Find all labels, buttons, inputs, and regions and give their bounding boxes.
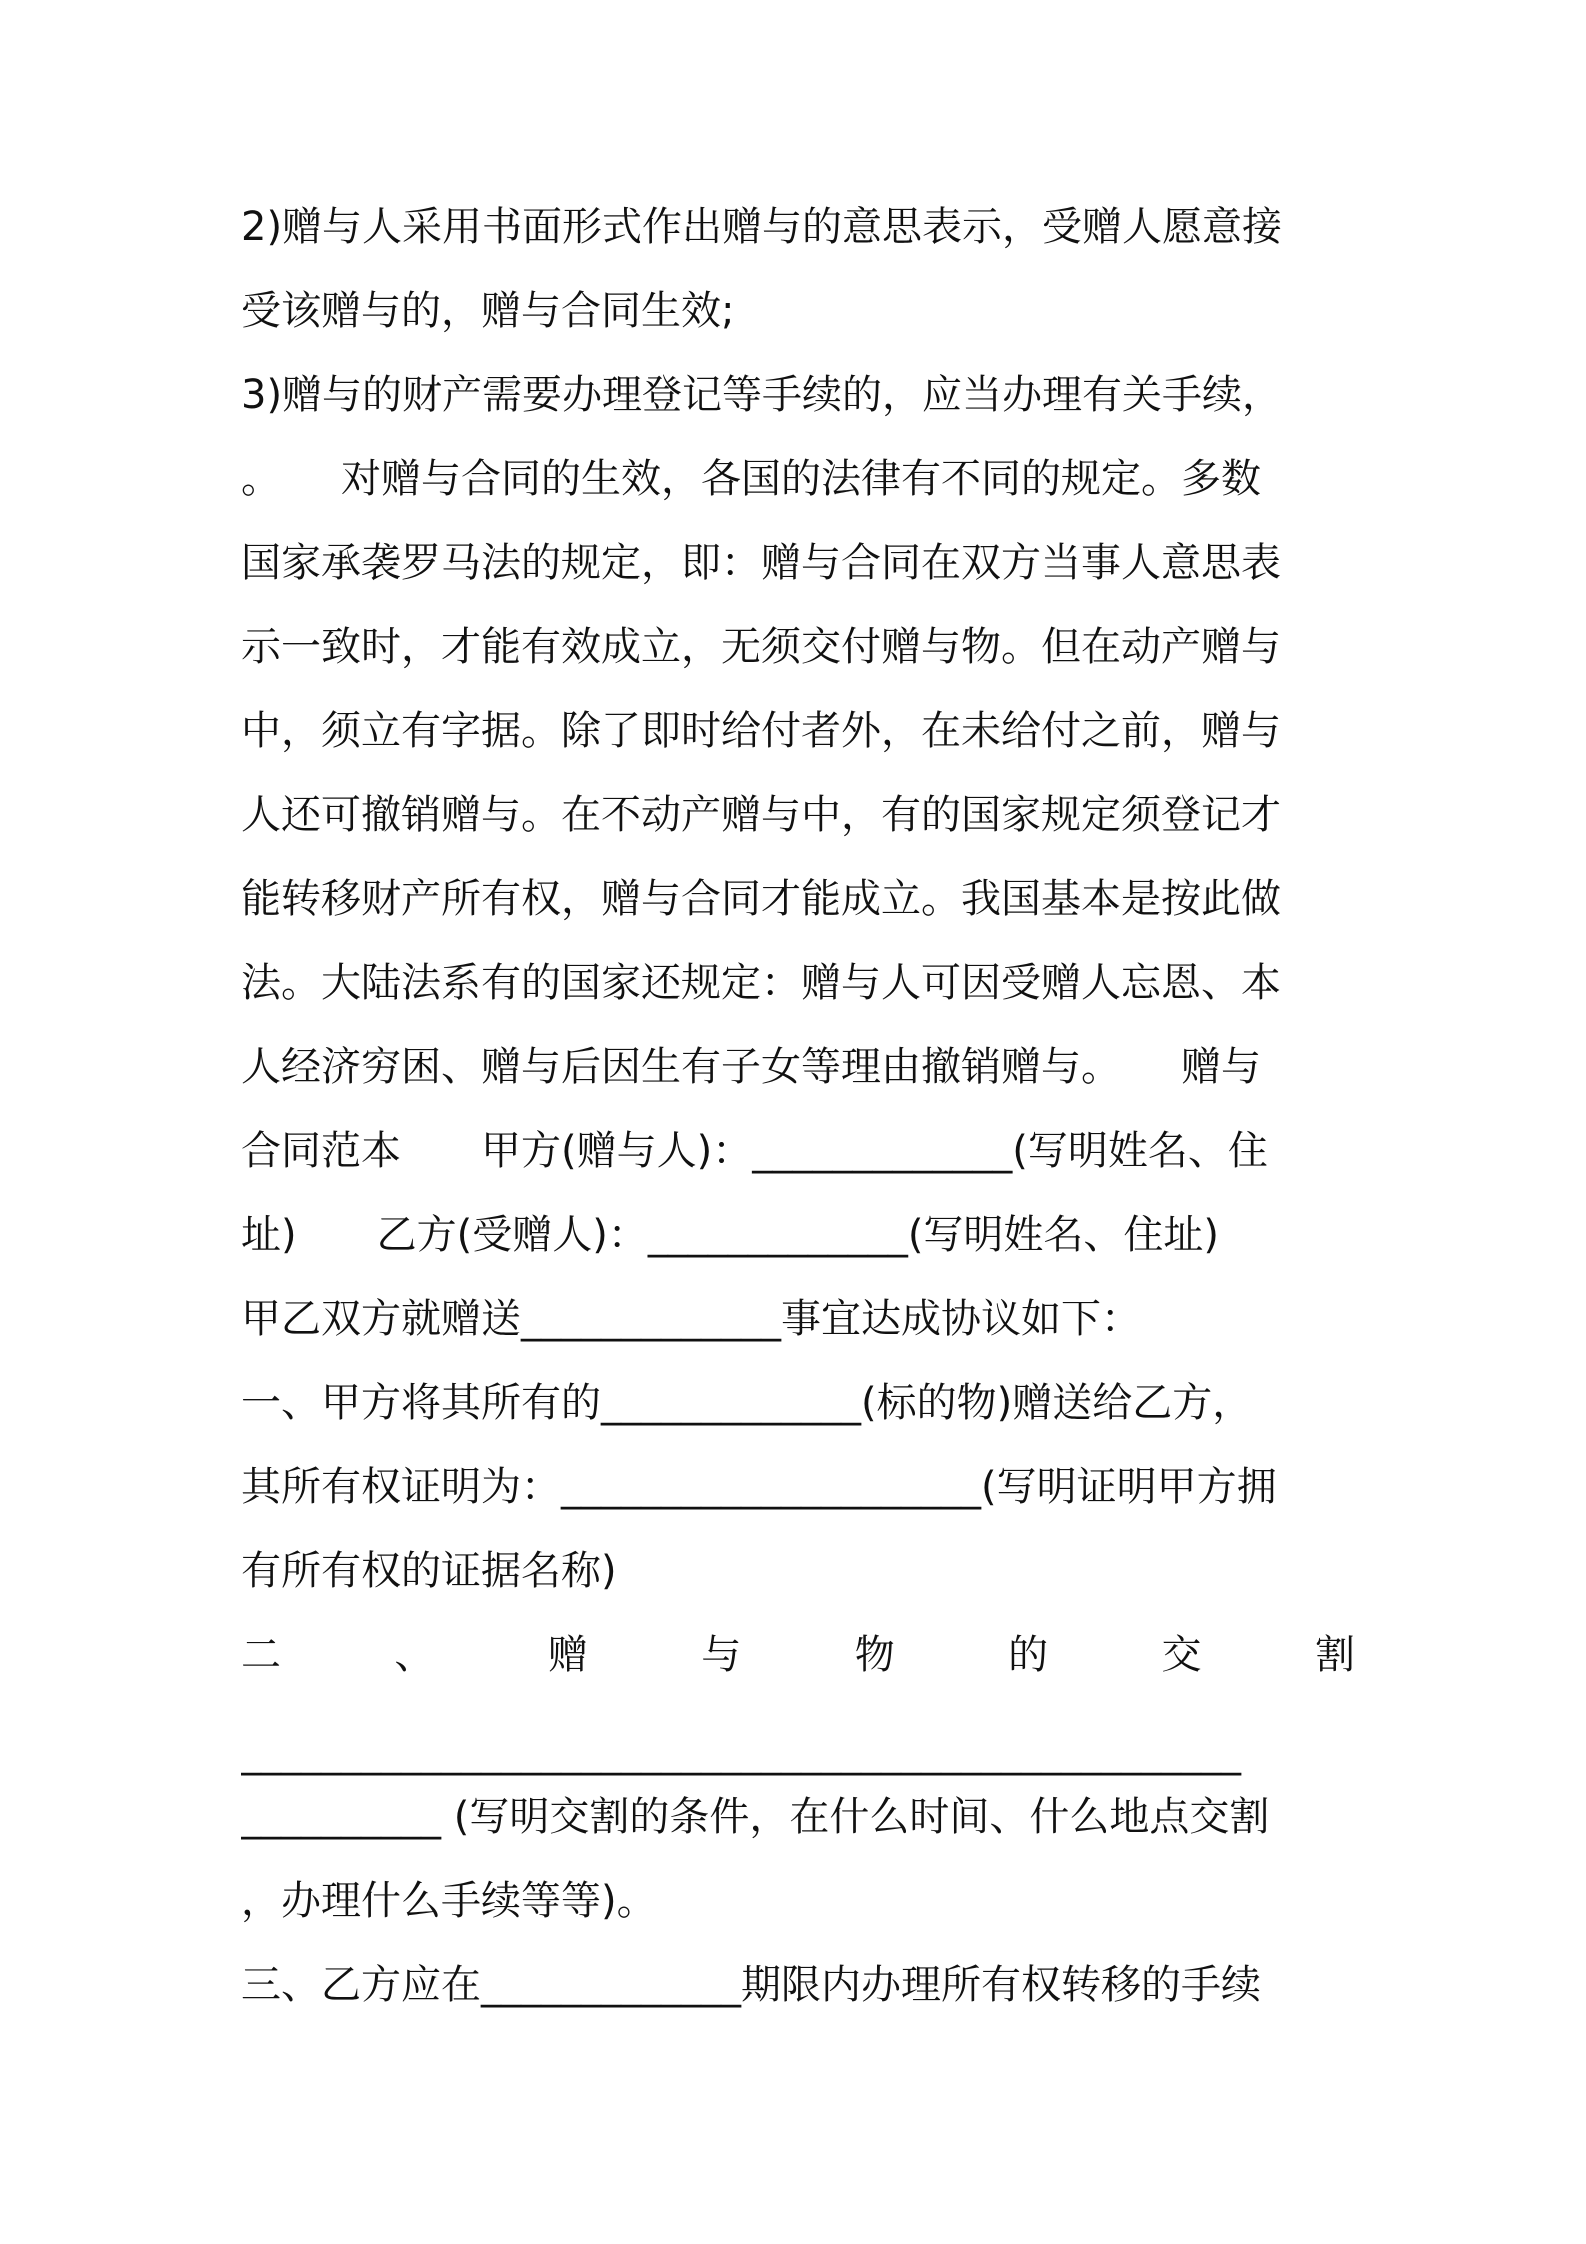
paragraph-line: 甲乙双方就赠送_____________事宜达成协议如下： [241,1296,1141,1342]
paragraph-line: 三、乙方应在_____________期限内办理所有权转移的手续 [241,1962,1261,2008]
paragraph-line: 址) 乙方(受赠人)：_____________(写明姓名、住址) [241,1212,1220,1258]
blank-fill-line: __________________________________________________ [241,1730,1241,1776]
paragraph-line: 中，须立有字据。除了即时给付者外，在未给付之前，赠与 [241,708,1281,754]
paragraph-line: 。 对赠与合同的生效，各国的法律有不同的规定。多数 [241,456,1261,502]
paragraph-line: 能转移财产所有权，赠与合同才能成立。我国基本是按此做 [241,876,1281,922]
paragraph-line: ，办理什么手续等等)。 [241,1878,657,1924]
paragraph-line: 人经济穷困、赠与后因生有子女等理由撤销赠与。 赠与 [241,1044,1261,1090]
section-heading-line [241,1620,1355,1690]
heading-char: 、 [394,1632,435,1678]
paragraph-line: 一、甲方将其所有的_____________(标的物)赠送给乙方， [241,1380,1253,1426]
paragraph-line: 示一致时，才能有效成立，无须交付赠与物。但在动产赠与 [241,624,1281,670]
heading-char: 割 [1314,1632,1355,1678]
heading-char: 物 [854,1632,895,1678]
heading-char: 与 [701,1632,742,1678]
heading-char: 的 [1008,1632,1049,1678]
paragraph-line: 人还可撤销赠与。在不动产赠与中，有的国家规定须登记才 [241,792,1281,838]
paragraph-line: 法。大陆法系有的国家还规定：赠与人可因受赠人忘恩、本 [241,960,1281,1006]
heading-char: 赠 [547,1632,588,1678]
paragraph-line: 其所有权证明为：_____________________(写明证明甲方拥 [241,1464,1277,1510]
heading-char: 二 [241,1632,281,1678]
paragraph-line: 国家承袭罗马法的规定，即：赠与合同在双方当事人意思表 [241,540,1281,586]
heading-char: 交 [1161,1632,1202,1678]
paragraph-line: 合同范本 甲方(赠与人)：_____________(写明姓名、住 [241,1128,1268,1174]
paragraph-line: 有所有权的证据名称) [241,1548,617,1594]
paragraph-line: 3)赠与的财产需要办理登记等手续的，应当办理有关手续， [241,372,1283,418]
paragraph-line: 2)赠与人采用书面形式作出赠与的意思表示，受赠人愿意接 [241,204,1283,250]
paragraph-line: __________ (写明交割的条件，在什么时间、什么地点交割 [241,1794,1270,1840]
paragraph-line: 受该赠与的，赠与合同生效; [241,288,735,334]
